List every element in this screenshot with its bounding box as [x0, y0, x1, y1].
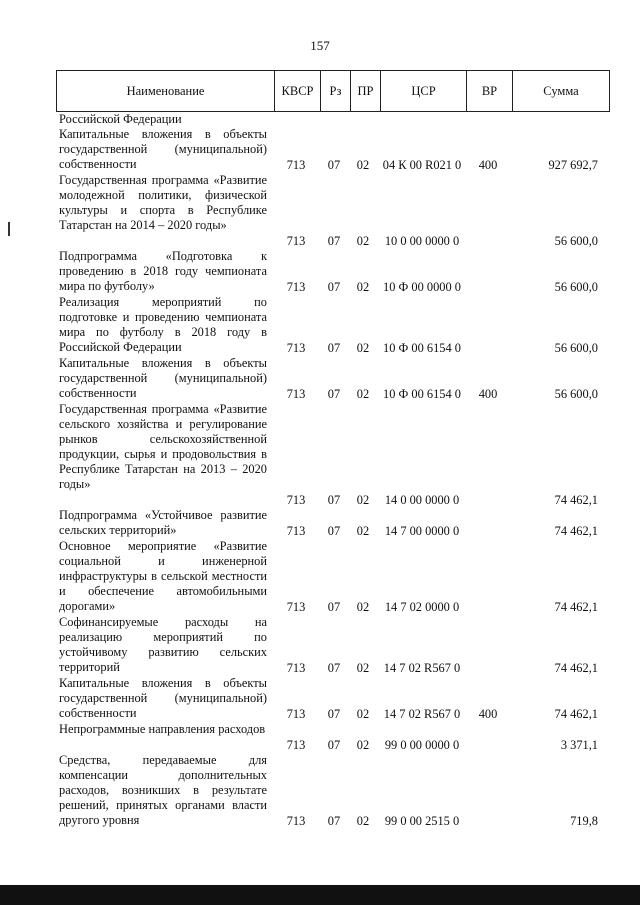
table-row	[56, 539, 610, 615]
table-row	[56, 722, 610, 753]
row-kvsr: 713	[286, 738, 306, 752]
row-rz: 07	[327, 387, 341, 401]
row-sum: 74 462,1	[554, 600, 598, 614]
row-pr: 02	[356, 493, 370, 507]
row-csr: 10 Ф 00 0000 0	[383, 280, 461, 294]
row-sum: 56 600,0	[554, 280, 598, 294]
row-pr: 02	[356, 234, 370, 248]
row-rz: 07	[327, 600, 341, 614]
header-rz: Рз	[320, 71, 350, 111]
row-name: Государственная программа «Развитие молодежной политики, физической культуры и спорта в Республике Татарстан на 2014 – 2020 годы»	[59, 173, 267, 232]
row-csr: 14 0 00 0000 0	[384, 493, 460, 507]
row-pr: 02	[356, 158, 370, 172]
row-csr: 04 К 00 R021 0	[382, 158, 462, 172]
row-rz: 07	[327, 234, 341, 248]
row-name: Государственная программа «Развитие сельского хозяйства и регулирование рынков сельскохозяйственной продукции, сырья и продовольствия в Республике Татарстан на 2013 – 2020 годы»	[59, 402, 267, 491]
row-pr: 02	[356, 387, 370, 401]
row-rz: 07	[327, 524, 341, 538]
row-name: Основное мероприятие «Развитие социальной и инженерной инфраструктуры в сельской местности и обеспечение автомобильными дорогами»	[59, 539, 267, 613]
row-rz: 07	[327, 493, 341, 507]
scan-margin-mark	[8, 222, 10, 236]
row-pr: 02	[356, 600, 370, 614]
row-csr: 14 7 02 R567 0	[383, 661, 461, 675]
row-sum: 74 462,1	[554, 707, 598, 721]
table-row	[56, 249, 610, 295]
row-rz: 07	[327, 158, 341, 172]
row-name: Реализация мероприятий по подготовке и проведению чемпионата мира по футболу в 2018 году в Российской Федерации	[59, 295, 267, 354]
row-csr: 99 0 00 0000 0	[384, 738, 460, 752]
row-name: Подпрограмма «Подготовка к проведению в 2018 году чемпионата мира по футболу»	[59, 249, 267, 293]
table-row	[56, 615, 610, 676]
row-sum: 74 462,1	[554, 493, 598, 507]
row-csr: 10 Ф 00 6154 0	[383, 341, 461, 355]
row-rz: 07	[327, 280, 341, 294]
row-kvsr: 713	[286, 600, 306, 614]
header-vr: ВР	[466, 71, 512, 111]
table-body	[56, 112, 610, 829]
table-row	[56, 753, 610, 829]
row-name: Капитальные вложения в объекты государственной (муниципальной) собственности	[59, 676, 267, 720]
row-pr: 02	[356, 341, 370, 355]
table-row	[56, 402, 610, 508]
row-vr: 400	[478, 158, 498, 172]
row-sum: 3 371,1	[560, 738, 598, 752]
row-kvsr: 713	[286, 280, 306, 294]
row-csr: 14 7 02 0000 0	[384, 600, 460, 614]
row-name: Непрограммные направления расходов	[59, 722, 266, 736]
row-name: Подпрограмма «Устойчивое развитие сельских территорий»	[59, 508, 267, 537]
row-csr: 99 0 00 2515 0	[384, 814, 460, 828]
row-csr: 10 0 00 0000 0	[384, 234, 460, 248]
row-rz: 07	[327, 707, 341, 721]
scan-bottom-edge	[0, 885, 640, 905]
header-sum: Сумма	[512, 71, 609, 111]
row-pr: 02	[356, 524, 370, 538]
table-row	[56, 112, 610, 127]
row-kvsr: 713	[286, 524, 306, 538]
row-sum: 74 462,1	[554, 524, 598, 538]
table-row	[56, 676, 610, 722]
table-row	[56, 295, 610, 356]
row-sum: 56 600,0	[554, 341, 598, 355]
row-name: Капитальные вложения в объекты государственной (муниципальной) собственности	[59, 127, 267, 171]
table-row	[56, 508, 610, 539]
row-rz: 07	[327, 341, 341, 355]
row-kvsr: 713	[286, 234, 306, 248]
row-name: Софинансируемые расходы на реализацию мероприятий по устойчивому развитию сельских территорий	[59, 615, 267, 674]
row-sum: 74 462,1	[554, 661, 598, 675]
header-kvsr: КВСР	[274, 71, 320, 111]
row-kvsr: 713	[286, 707, 306, 721]
row-rz: 07	[327, 814, 341, 828]
row-rz: 07	[327, 661, 341, 675]
row-name: Средства, передаваемые для компенсации дополнительных расходов, возникших в результате решений, принятых органами власти другого уровня	[59, 753, 267, 827]
row-sum: 56 600,0	[554, 387, 598, 401]
row-pr: 02	[356, 814, 370, 828]
header-name: Наименование	[126, 84, 205, 98]
row-pr: 02	[356, 707, 370, 721]
row-kvsr: 713	[286, 661, 306, 675]
row-name: Российской Федерации	[59, 112, 182, 126]
row-sum: 56 600,0	[554, 234, 598, 248]
row-name: Капитальные вложения в объекты государственной (муниципальной) собственности	[59, 356, 267, 400]
row-csr: 14 7 02 R567 0	[383, 707, 461, 721]
row-kvsr: 713	[286, 814, 306, 828]
row-sum: 927 692,7	[548, 158, 598, 172]
page-number: 157	[310, 38, 330, 53]
row-kvsr: 713	[286, 493, 306, 507]
row-vr: 400	[478, 387, 498, 401]
row-kvsr: 713	[286, 387, 306, 401]
table-header	[56, 70, 610, 112]
table-row	[56, 356, 610, 402]
row-pr: 02	[356, 280, 370, 294]
table-row	[56, 127, 610, 173]
row-vr: 400	[478, 707, 498, 721]
row-rz: 07	[327, 738, 341, 752]
header-pr: ПР	[350, 71, 380, 111]
row-sum: 719,8	[570, 814, 598, 828]
row-pr: 02	[356, 738, 370, 752]
table-row	[56, 173, 610, 249]
row-kvsr: 713	[286, 341, 306, 355]
row-csr: 14 7 00 0000 0	[384, 524, 460, 538]
row-csr: 10 Ф 00 6154 0	[383, 387, 461, 401]
row-pr: 02	[356, 661, 370, 675]
header-csr: ЦСР	[380, 71, 466, 111]
row-kvsr: 713	[286, 158, 306, 172]
